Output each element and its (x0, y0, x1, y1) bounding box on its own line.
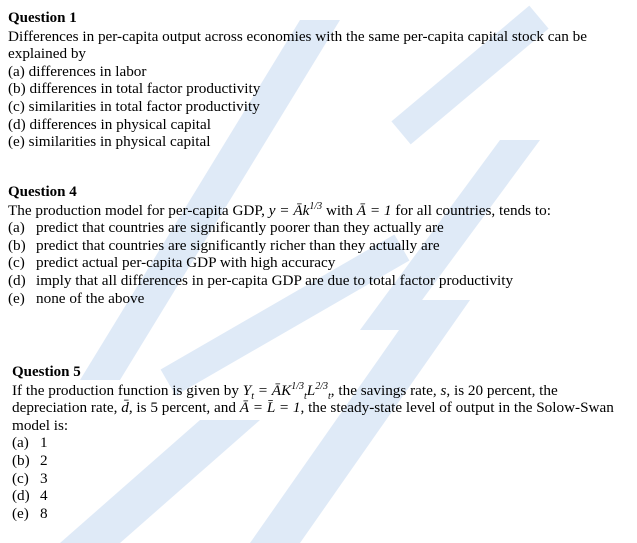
question-5-stem: If the production function is given by $Y_t$ = $ĀK^{1/3}_tL^{2/3}_t$, the savings rate, s, is 20 percent, the depreciation rate, d̄, is 5 percent, and Ā = L̄ = 1, the steady-state level of output in the Solow-Swan model is: (12, 380, 614, 434)
question-4 (8, 184, 628, 307)
option-4b: (b) predict that countries are significantly richer than they actually are (8, 236, 440, 254)
question-4-title: Question 4 (8, 184, 77, 200)
option-4a: (a) predict that countries are significantly poorer than they actually are (8, 219, 444, 237)
option-1b: (b) differences in total factor productivity (8, 80, 261, 98)
option-4d: (d) imply that all differences in per-capita GDP are due to total factor productivity (8, 271, 514, 289)
question-5-title: Question 5 (12, 364, 81, 380)
option-1e: (e) similarities in physical capital (8, 133, 211, 151)
option-4c: (c) predict actual per-capita GDP with high accuracy (8, 254, 336, 272)
question-1-title: Question 1 (8, 10, 77, 26)
option-1d: (d) differences in physical capital (8, 115, 211, 133)
question-5-options (12, 434, 627, 522)
option-5b: (b) 2 (12, 451, 48, 469)
equation-a-bar: Ā = 1 (356, 201, 392, 219)
option-5e: (e) 8 (12, 504, 48, 522)
equation-solow-production: $Y_t$ = $ĀK^{1/3}_tL^{2/3}_t$ (242, 380, 331, 402)
question-4-stem: The production model for per-capita GDP, $y = Āk^{1/3}$ with Ā = 1 for all countries, tends to: (8, 200, 551, 219)
question-1-stem: Differences in per-capita output across economies with the same per-capita capital stock can be explained by (8, 27, 587, 63)
option-1a: (a) differences in labor (8, 62, 147, 80)
option-5c: (c) 3 (12, 469, 48, 487)
option-5d: (d) 4 (12, 487, 48, 505)
option-5a: (a) 1 (12, 434, 48, 452)
question-4-options (8, 219, 628, 307)
question-5 (12, 364, 627, 522)
option-4e: (e) none of the above (8, 289, 145, 307)
question-1-options (8, 63, 608, 151)
option-1c: (c) similarities in total factor productivity (8, 97, 260, 115)
equation-production: $y = Āk^{1/3}$ (268, 200, 323, 219)
question-1 (8, 10, 608, 151)
